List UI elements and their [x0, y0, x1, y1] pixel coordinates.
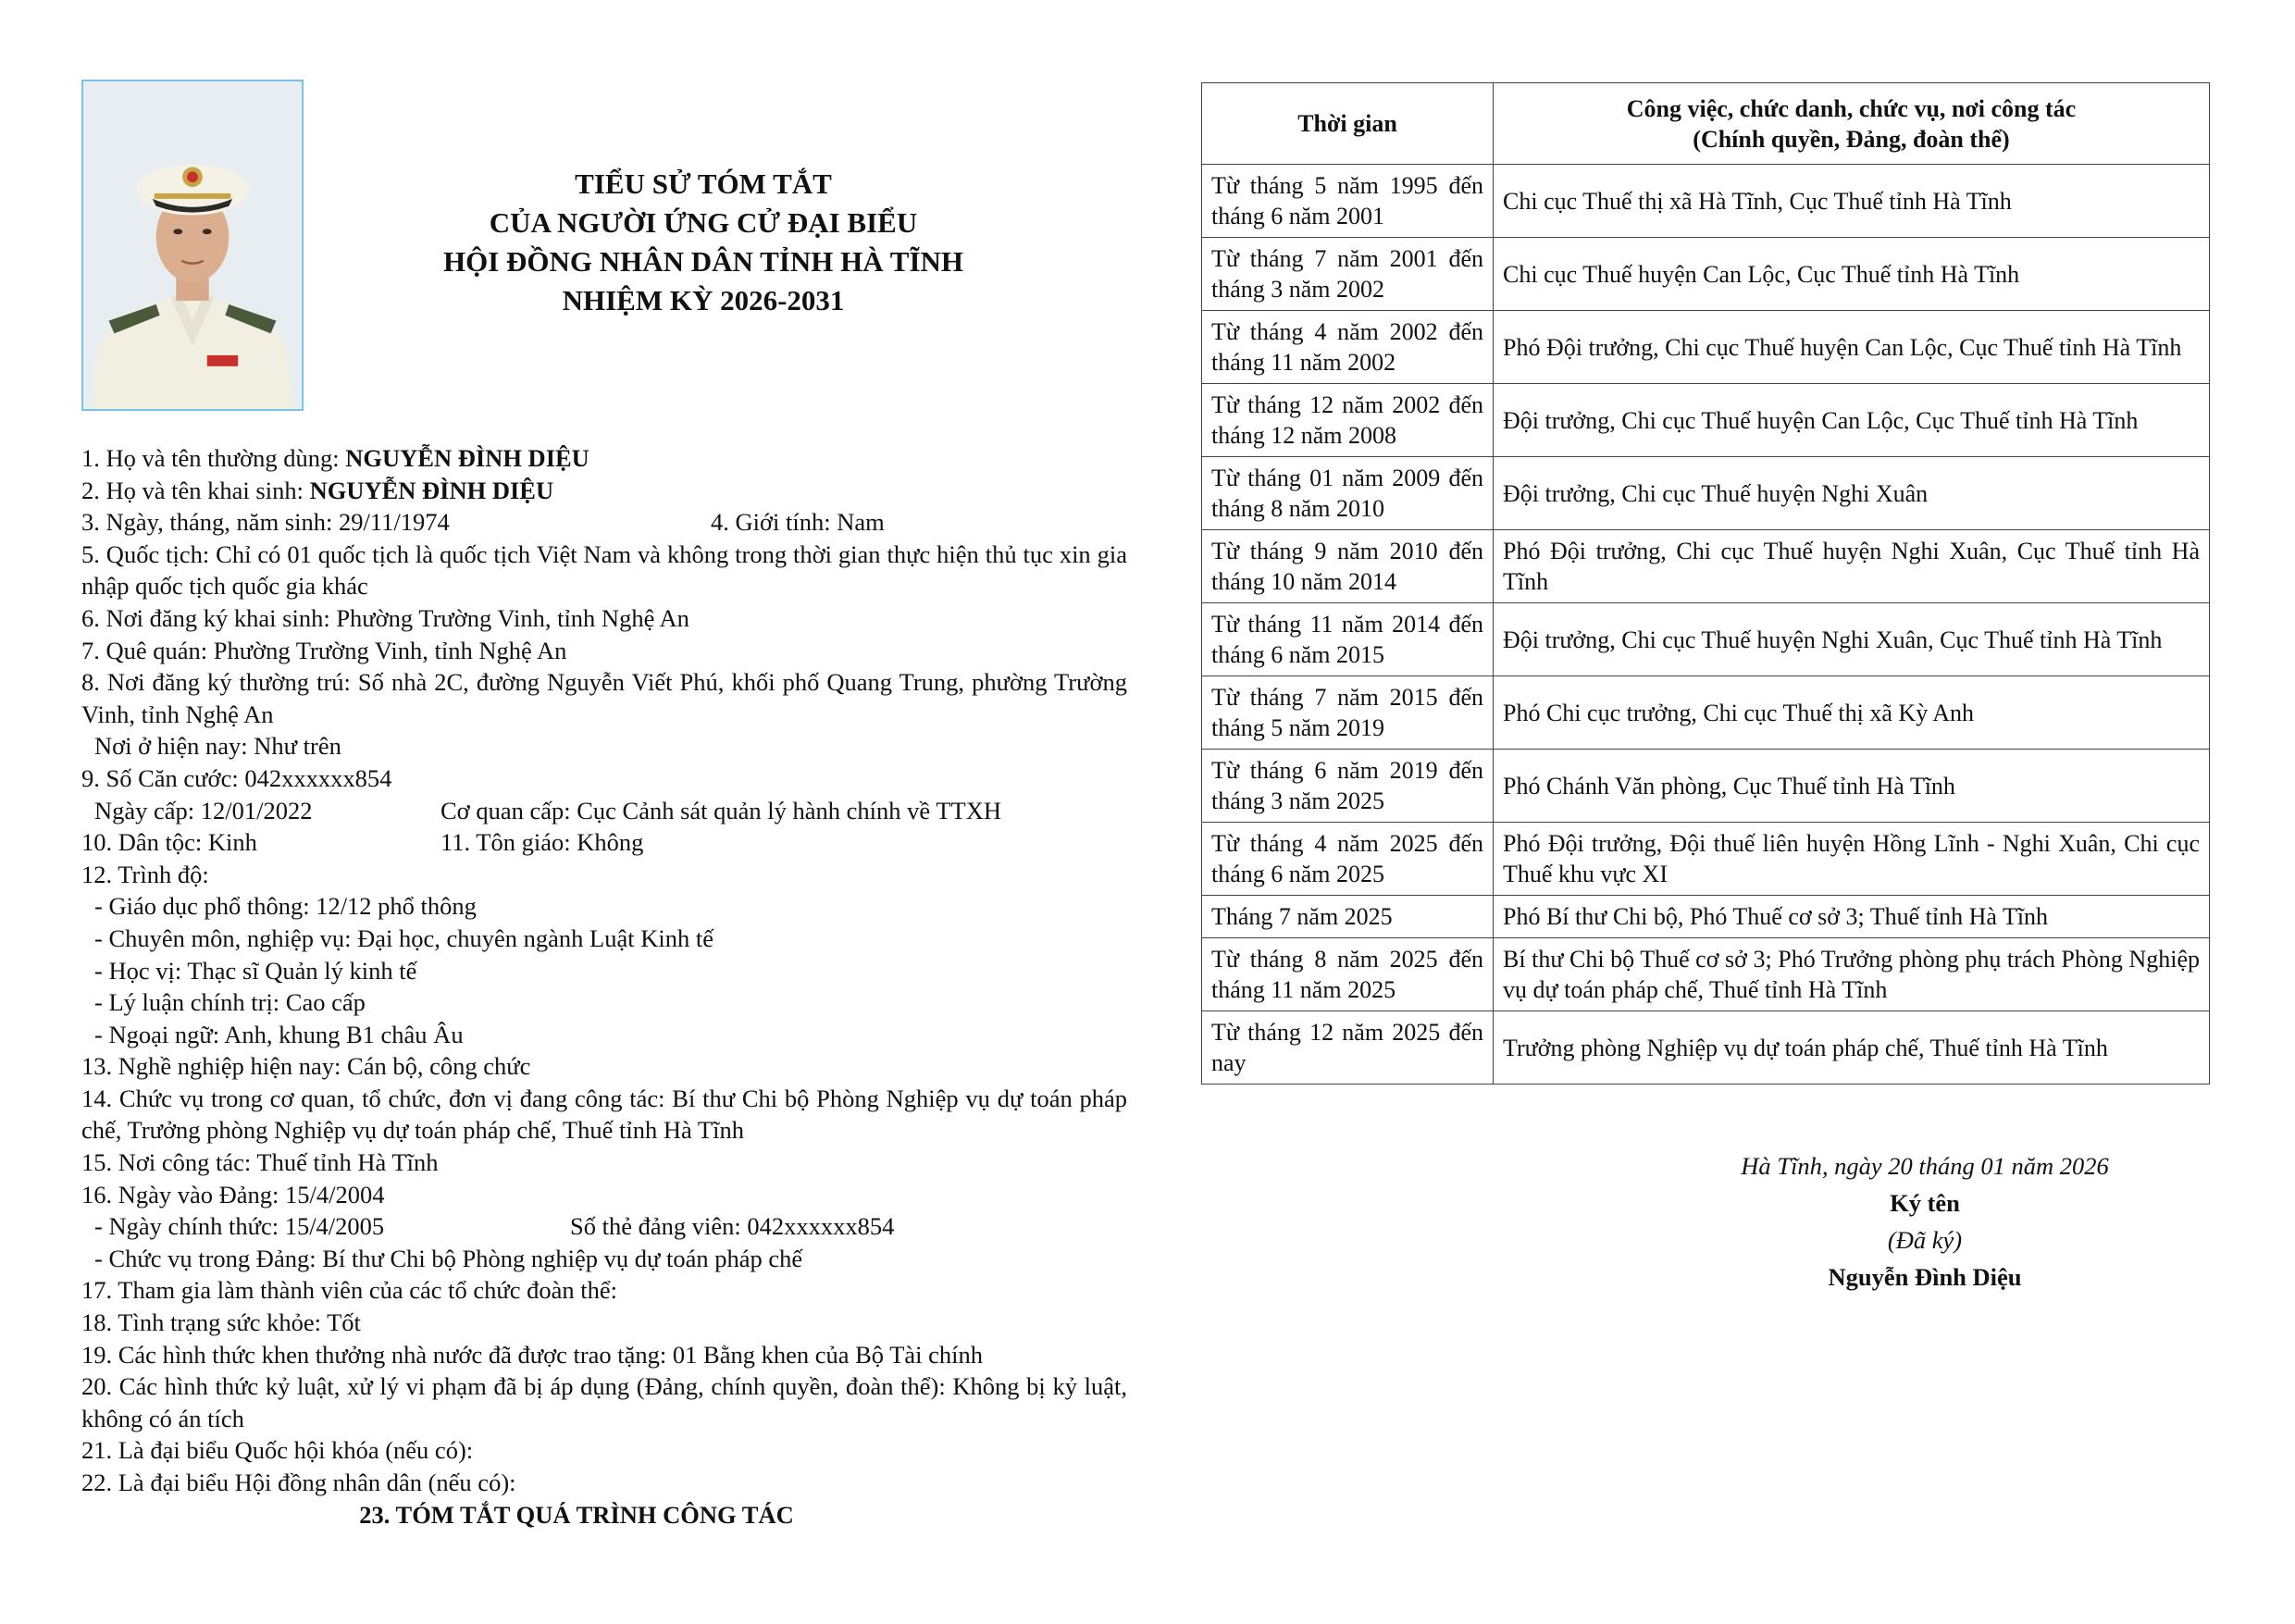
- field-party-join-date: 16. Ngày vào Đảng: 15/4/2004: [81, 1180, 385, 1209]
- field-education-political: - Lý luận chính trị: Cao cấp: [94, 988, 366, 1017]
- title-line-1: TIỂU SỬ TÓM TẮT: [575, 167, 832, 200]
- row-time: Từ tháng 7 năm 2001 đến tháng 3 năm 2002: [1202, 238, 1494, 311]
- signer-name: Nguyễn Đình Diệu: [1828, 1263, 2022, 1291]
- field-ethnicity-religion: [81, 826, 1127, 859]
- field-dob: 3. Ngày, tháng, năm sinh: 29/11/1974: [81, 508, 450, 537]
- table-row: [1202, 384, 2210, 457]
- common-name-value: NGUYỄN ĐÌNH DIỆU: [345, 444, 589, 472]
- row-work: Phó Đội trưởng, Chi cục Thuế huyện Nghi Xuân, Cục Thuế tỉnh Hà Tĩnh: [1494, 530, 2210, 603]
- field-id-issue: [81, 795, 1127, 827]
- row-time: Từ tháng 01 năm 2009 đến tháng 8 năm 2010: [1202, 457, 1494, 530]
- row-time: Từ tháng 7 năm 2015 đến tháng 5 năm 2019: [1202, 676, 1494, 750]
- table-row: [1202, 530, 2210, 603]
- header-time: Thời gian: [1202, 83, 1494, 165]
- table-row: [1202, 676, 2210, 750]
- row-work: Bí thư Chi bộ Thuế cơ sở 3; Phó Trưởng phòng phụ trách Phòng Nghiệp vụ dự toán pháp chế, Thuế tỉnh Hà Tĩnh: [1494, 938, 2210, 1011]
- row-time: Từ tháng 4 năm 2025 đến tháng 6 năm 2025: [1202, 823, 1494, 896]
- row-time: Từ tháng 11 năm 2014 đến tháng 6 năm 2015: [1202, 603, 1494, 676]
- field-current-residence: Nơi ở hiện nay: Như trên: [94, 732, 341, 761]
- row-work: Đội trưởng, Chi cục Thuế huyện Nghi Xuân: [1494, 457, 2210, 530]
- section-work-history-heading: 23. TÓM TẮT QUÁ TRÌNH CÔNG TÁC: [359, 1500, 794, 1529]
- field-position: 14. Chức vụ trong cơ quan, tổ chức, đơn vị đang công tác: Bí thư Chi bộ Phòng Nghiệp vụ dự toán pháp chế, Trưởng phòng Nghiệp vụ dự toán pháp chế, Thuế tỉnh Hà Tĩnh: [81, 1084, 1127, 1145]
- row-work: Đội trưởng, Chi cục Thuế huyện Nghi Xuân, Cục Thuế tỉnh Hà Tĩnh: [1494, 603, 2210, 676]
- table-row: [1202, 938, 2210, 1011]
- place-date: Hà Tĩnh, ngày 20 tháng 01 năm 2026: [1741, 1152, 2109, 1180]
- row-time: Tháng 7 năm 2025: [1202, 896, 1494, 938]
- field-id-issue-date: Ngày cấp: 12/01/2022: [94, 796, 313, 824]
- field-gender: 4. Giới tính: Nam: [711, 508, 885, 537]
- signature-block: [1712, 1147, 2138, 1295]
- row-work: Phó Đội trưởng, Đội thuế liên huyện Hồng Lĩnh - Nghi Xuân, Chi cục Thuế khu vực XI: [1494, 823, 2210, 896]
- field-nationality: 5. Quốc tịch: Chỉ có 01 quốc tịch là quốc tịch Việt Nam và không trong thời gian thực hiện thủ tục xin gia nhập quốc tịch quốc gia khác: [81, 539, 1127, 601]
- row-work: Đội trưởng, Chi cục Thuế huyện Can Lộc, Cục Thuế tỉnh Hà Tĩnh: [1494, 384, 2210, 457]
- table-row: [1202, 603, 2210, 676]
- row-work: Chi cục Thuế huyện Can Lộc, Cục Thuế tỉnh Hà Tĩnh: [1494, 238, 2210, 311]
- table-row: [1202, 457, 2210, 530]
- birth-name-value: NGUYỄN ĐÌNH DIỆU: [309, 476, 554, 504]
- field-awards: 19. Các hình thức khen thưởng nhà nước đã được trao tặng: 01 Bằng khen của Bộ Tài chính: [81, 1340, 984, 1369]
- title-line-4: NHIỆM KỲ 2026-2031: [562, 284, 845, 316]
- field-birth-registration: 6. Nơi đăng ký khai sinh: Phường Trường Vinh, tỉnh Nghệ An: [81, 603, 689, 632]
- field-party-official: [81, 1210, 1127, 1243]
- row-work: Trưởng phòng Nghiệp vụ dự toán pháp chế, Thuế tỉnh Hà Tĩnh: [1494, 1011, 2210, 1085]
- table-row: [1202, 238, 2210, 311]
- field-birth-name: 2. Họ và tên khai sinh: NGUYỄN ĐÌNH DIỆU: [81, 476, 554, 504]
- table-row: [1202, 896, 2210, 938]
- document-title: [370, 165, 1036, 320]
- row-work: Chi cục Thuế thị xã Hà Tĩnh, Cục Thuế tỉnh Hà Tĩnh: [1494, 165, 2210, 238]
- row-time: Từ tháng 12 năm 2002 đến tháng 12 năm 2008: [1202, 384, 1494, 457]
- field-ethnicity: 10. Dân tộc: Kinh: [81, 828, 257, 857]
- header-work-line-2: (Chính quyền, Đảng, đoàn thể): [1693, 125, 2010, 153]
- signed-note: (Đã ký): [1887, 1226, 1963, 1254]
- row-work: Phó Bí thư Chi bộ, Phó Thuế cơ sở 3; Thuế tỉnh Hà Tĩnh: [1494, 896, 2210, 938]
- field-common-name: 1. Họ và tên thường dùng: NGUYỄN ĐÌNH DIỆU: [81, 444, 589, 472]
- header-work-line-1: Công việc, chức danh, chức vụ, nơi công tác: [1626, 94, 2077, 122]
- field-permanent-residence: 8. Nơi đăng ký thường trú: Số nhà 2C, đường Nguyễn Viết Phú, khối phố Quang Trung, phường Trường Vinh, tỉnh Nghệ An: [81, 668, 1127, 728]
- field-hometown: 7. Quê quán: Phường Trường Vinh, tỉnh Nghệ An: [81, 636, 567, 664]
- title-line-2: CỦA NGƯỜI ỨNG CỬ ĐẠI BIỂU: [489, 206, 918, 239]
- field-id-number: 9. Số Căn cước: 042xxxxxx854: [81, 763, 392, 792]
- field-education: 12. Trình độ:: [81, 860, 209, 888]
- table-row: [1202, 750, 2210, 823]
- row-time: Từ tháng 12 năm 2025 đến nay: [1202, 1011, 1494, 1085]
- field-education-major: - Chuyên môn, nghiệp vụ: Đại học, chuyên ngành Luật Kinh tế: [94, 924, 713, 952]
- field-peoples-council: 22. Là đại biểu Hội đồng nhân dân (nếu có):: [81, 1469, 516, 1496]
- field-health: 18. Tình trạng sức khỏe: Tốt: [81, 1308, 361, 1337]
- title-line-3: HỘI ĐỒNG NHÂN DÂN TỈNH HÀ TĨNH: [442, 245, 964, 278]
- table-row: [1202, 823, 2210, 896]
- row-work: Phó Chi cục trưởng, Chi cục Thuế thị xã Kỳ Anh: [1494, 676, 2210, 750]
- field-education-general: - Giáo dục phổ thông: 12/12 phổ thông: [94, 892, 477, 921]
- field-dob-gender: [81, 506, 1127, 539]
- portrait-photo: [81, 80, 304, 411]
- work-history-table: [1201, 82, 2210, 1085]
- row-work: Phó Chánh Văn phòng, Cục Thuế tỉnh Hà Tĩnh: [1494, 750, 2210, 823]
- row-time: Từ tháng 9 năm 2010 đến tháng 10 năm 2014: [1202, 530, 1494, 603]
- row-work: Phó Đội trưởng, Chi cục Thuế huyện Can Lộc, Cục Thuế tỉnh Hà Tĩnh: [1494, 311, 2210, 384]
- row-time: Từ tháng 8 năm 2025 đến tháng 11 năm 2025: [1202, 938, 1494, 1011]
- field-national-assembly: 21. Là đại biểu Quốc hội khóa (nếu có):: [81, 1436, 474, 1465]
- table-row: [1202, 165, 2210, 238]
- table-row: [1202, 1011, 2210, 1085]
- field-id-issuer: Cơ quan cấp: Cục Cảnh sát quản lý hành chính về TTXH: [440, 796, 1001, 824]
- table-header-row: [1202, 83, 2210, 165]
- field-occupation: 13. Nghề nghiệp hiện nay: Cán bộ, công chức: [81, 1052, 531, 1081]
- table-row: [1202, 311, 2210, 384]
- row-time: Từ tháng 5 năm 1995 đến tháng 6 năm 2001: [1202, 165, 1494, 238]
- field-party-official-date: - Ngày chính thức: 15/4/2005: [94, 1212, 385, 1241]
- field-education-language: - Ngoại ngữ: Anh, khung B1 châu Âu: [94, 1020, 464, 1048]
- field-discipline: 20. Các hình thức kỷ luật, xử lý vi phạm đã bị áp dụng (Đảng, chính quyền, đoàn thể): Không bị kỷ luật, không có án tích: [81, 1372, 1127, 1432]
- header-work: [1494, 83, 2210, 165]
- field-party-card: Số thẻ đảng viên: 042xxxxxx854: [570, 1212, 895, 1241]
- field-religion: 11. Tôn giáo: Không: [440, 828, 644, 857]
- field-organizations: 17. Tham gia làm thành viên của các tổ chức đoàn thể:: [81, 1276, 618, 1305]
- row-time: Từ tháng 4 năm 2002 đến tháng 11 năm 2002: [1202, 311, 1494, 384]
- field-workplace: 15. Nơi công tác: Thuế tỉnh Hà Tĩnh: [81, 1148, 439, 1177]
- sign-label: Ký tên: [1890, 1189, 1960, 1217]
- personal-info: [81, 442, 1127, 1531]
- field-party-position: - Chức vụ trong Đảng: Bí thư Chi bộ Phòng nghiệp vụ dự toán pháp chế: [94, 1244, 803, 1272]
- field-education-degree: - Học vị: Thạc sĩ Quản lý kinh tế: [94, 956, 417, 985]
- row-time: Từ tháng 6 năm 2019 đến tháng 3 năm 2025: [1202, 750, 1494, 823]
